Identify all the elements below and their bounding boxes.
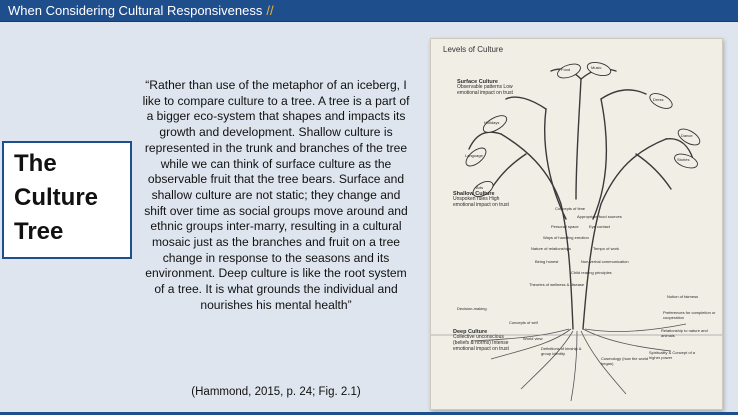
deep-culture-title: Deep Culture — [453, 329, 488, 335]
leaf-label-music: Music — [591, 65, 602, 70]
slide-title-box — [2, 141, 132, 259]
trunk-label: Nature of relationships — [531, 246, 572, 251]
root-label: Concepts of self — [509, 320, 538, 325]
surface-culture-title: Surface Culture — [457, 79, 498, 85]
root-label: Cosmology (how the world began) — [601, 356, 649, 366]
figure-heading: Levels of Culture — [443, 45, 504, 54]
trunk-label: Personal space — [551, 224, 579, 229]
trunk-label: Ways of handling emotion — [543, 235, 589, 240]
surface-culture-label — [457, 79, 527, 97]
header-title: When Considering Cultural Responsiveness — [8, 3, 263, 18]
shallow-culture-title: Shallow Culture — [453, 191, 495, 197]
leaf-label-holidays: Holidays — [484, 120, 500, 125]
leaf-label-food: Food — [561, 67, 571, 72]
title-line-1: The — [14, 150, 57, 177]
shallow-culture-label — [453, 191, 515, 209]
root-label: Relationship to nature and animals — [661, 328, 708, 338]
trunk-label: Non-verbal communication — [581, 259, 629, 264]
root-label: World view — [523, 336, 543, 341]
trunk-label: Being honest — [535, 259, 559, 264]
leaf-label-dress: Dress — [653, 97, 664, 102]
deep-culture-label — [453, 329, 517, 353]
trunk-label: Child rearing principles — [571, 270, 612, 275]
trunk-label: Tempo of work — [593, 246, 620, 251]
header-slashes: // — [266, 3, 274, 18]
root-label: Preferences for completion or cooperation — [663, 310, 716, 320]
root-label: Decision-making — [457, 306, 487, 311]
trunk-label: Eye contact — [589, 224, 610, 229]
surface-culture-desc: Observable patterns Low emotional impact on trust — [457, 84, 513, 97]
leaf-label-arts: Arts — [476, 185, 484, 190]
root-label: Notion of fairness — [667, 294, 699, 299]
title-line-2: Culture — [14, 184, 98, 211]
leaf-label-dance: Dance — [681, 133, 693, 138]
root-label: Spirituality & Concept of a higher power — [649, 350, 696, 360]
deep-culture-desc: Collective unconscious (beliefs & norms) Intense emotional impact on trust — [453, 334, 509, 352]
title-line-3: Tree — [14, 218, 64, 245]
leaf-label-stories: Stories — [677, 157, 690, 162]
root-label: Definitions of kinship & group identity — [541, 346, 582, 356]
levels-of-culture-figure — [430, 38, 723, 410]
trunk-label: Appropriate food sources — [577, 214, 622, 219]
header-bar — [0, 0, 738, 22]
citation-text: (Hammond, 2015, p. 24; Fig. 2.1) — [191, 386, 361, 398]
shallow-culture-desc: Unspoken rules High emotional impact on trust — [453, 196, 509, 209]
trunk-label: Theories of wellness & disease — [529, 282, 585, 287]
leaf-label-language: Language — [465, 153, 483, 158]
quote-text: “Rather than use of the metaphor of an iceberg, I like to compare culture to a tree. A tree is a part of a bigger eco-system that shapes and impacts its growth and development. Shallow culture is represented in the trunk and branches of the tree while we can think of surface culture as the observable fruit that the tree bears. Surface and shallow culture are not static; they change and shift over time as social groups move around and ethnic groups inter-marry, resulting in a cultural mosaic just as the branches and fruit on a tree change in response to the seasons and its environment. Deep culture is like the root system of a tree. It is what grounds the individual and nourishes his mental health” — [142, 78, 410, 312]
trunk-label: Concepts of time — [555, 206, 586, 211]
